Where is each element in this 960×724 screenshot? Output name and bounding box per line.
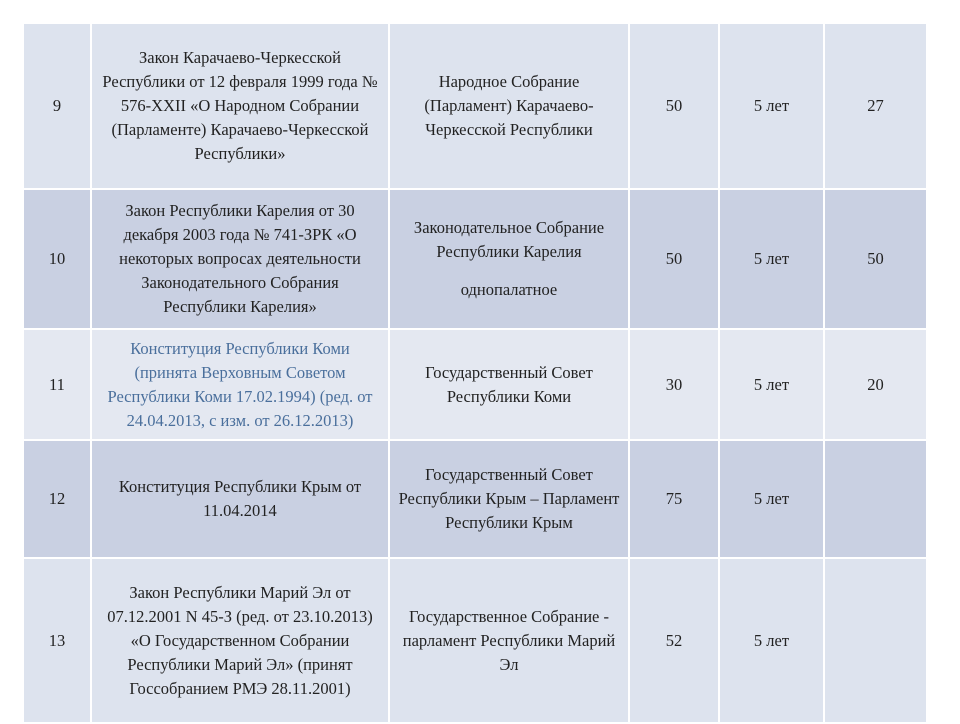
seats-count: 52	[629, 558, 719, 723]
row-number: 13	[23, 558, 91, 723]
table-row	[23, 558, 927, 723]
law-reference: Закон Карачаево-Черкесской Республики от 12 февраля 1999 года № 576-XXII «О Народном Собрании (Парламенте) Карачаево-Черкесской Республики»	[91, 23, 389, 189]
body-name: Государственный Совет Республики Крым – Парламент Республики Крым	[398, 465, 620, 532]
body-name: Государственное Собрание - парламент Республики Марий Эл	[402, 606, 616, 674]
law-reference: Закон Республики Карелия от 30 декабря 2003 года № 741-ЗРК «О некоторых вопросах деятельности Законодательного Собрания Республики Карелия»	[91, 189, 389, 329]
extra-count: 20	[824, 329, 927, 440]
legislative-body	[389, 23, 629, 189]
row-number: 11	[23, 329, 91, 440]
seats-count: 75	[629, 440, 719, 558]
legislative-body	[389, 558, 629, 723]
table-row	[23, 329, 927, 440]
body-name: Государственный Совет Республики Коми	[425, 362, 593, 406]
table-row	[23, 23, 927, 189]
term-length: 5 лет	[719, 23, 824, 189]
seats-count: 30	[629, 329, 719, 440]
law-reference: Конституция Республики Крым от 11.04.2014	[91, 440, 389, 558]
law-reference-link[interactable]: Конституция Республики Коми (принята Верховным Советом Республики Коми 17.02.1994) (ред. от 24.04.2013, с изм. от 26.12.2013)	[91, 329, 389, 440]
extra-count	[824, 440, 927, 558]
body-note: однопалатное	[460, 280, 558, 299]
term-length: 5 лет	[719, 329, 824, 440]
extra-count: 27	[824, 23, 927, 189]
extra-count: 50	[824, 189, 927, 329]
seats-count: 50	[629, 189, 719, 329]
body-name: Народное Собрание (Парламент) Карачаево-Черкесской Республики	[424, 72, 594, 139]
legislative-body	[389, 189, 629, 329]
table-row	[23, 440, 927, 558]
row-number: 10	[23, 189, 91, 329]
seats-count: 50	[629, 23, 719, 189]
term-length: 5 лет	[719, 558, 824, 723]
row-number: 12	[23, 440, 91, 558]
term-length: 5 лет	[719, 189, 824, 329]
extra-count	[824, 558, 927, 723]
legislative-body	[389, 440, 629, 558]
legislative-body	[389, 329, 629, 440]
row-number: 9	[23, 23, 91, 189]
regional-parliaments-table	[22, 22, 928, 724]
table-row	[23, 189, 927, 329]
body-name: Законодательное Собрание Республики Карелия	[413, 218, 605, 261]
term-length: 5 лет	[719, 440, 824, 558]
law-reference: Закон Республики Марий Эл от 07.12.2001 N 45-З (ред. от 23.10.2013) «О Государственном Собрании Республики Марий Эл» (принят Госсобранием РМЭ 28.11.2001)	[91, 558, 389, 723]
